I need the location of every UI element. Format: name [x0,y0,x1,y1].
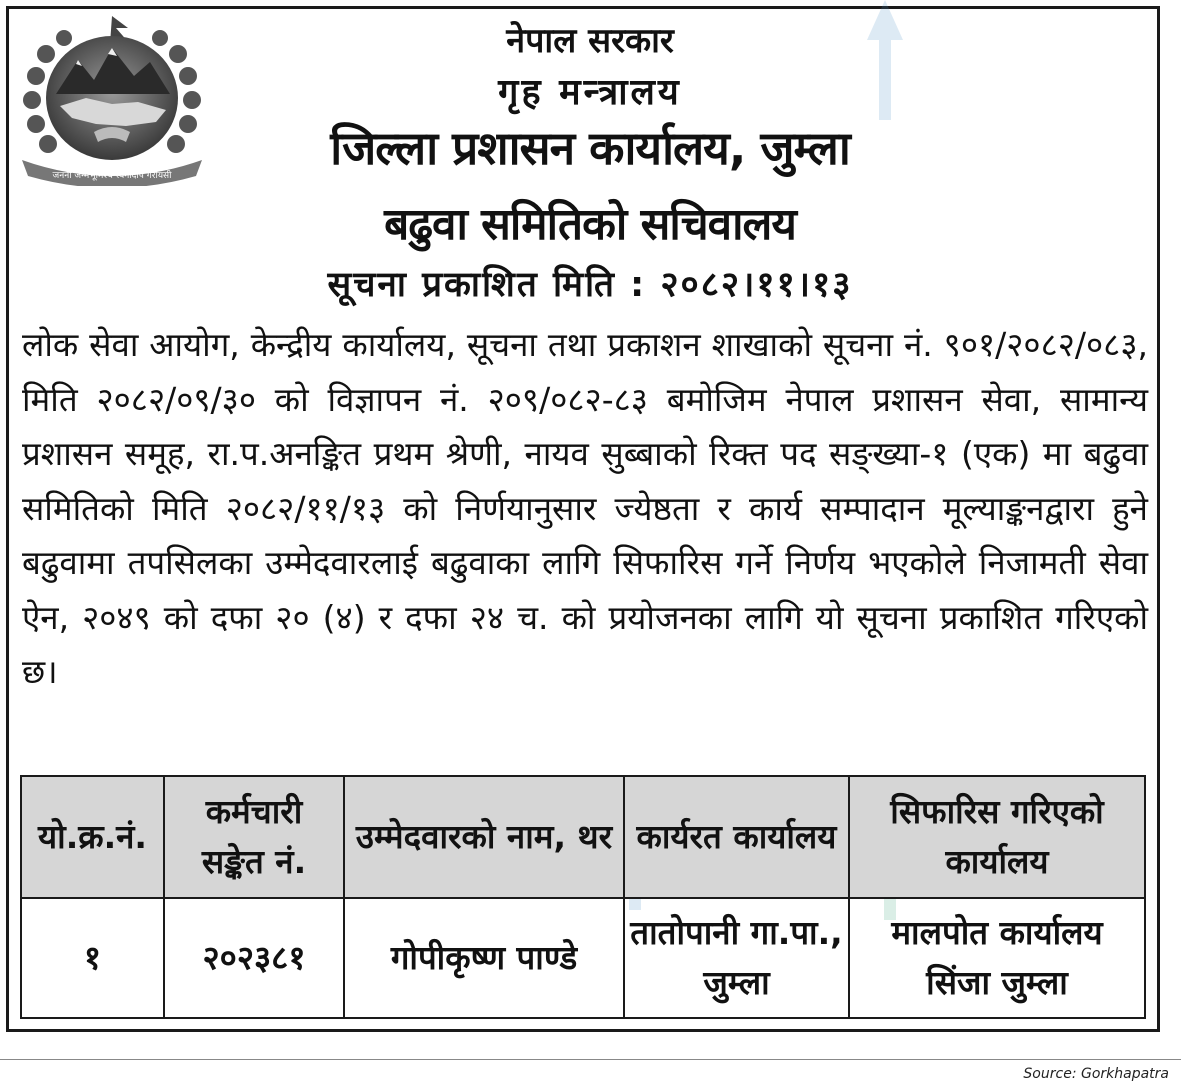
publish-date: सूचना प्रकाशित मिति : २०८२।११।१३ [327,265,853,305]
office-title: जिल्ला प्रशासन कार्यालय, जुम्ला [330,121,850,175]
col-candidate-name: उम्मेदवारको नाम, थर [344,776,624,898]
table-header-row [21,776,1145,898]
cell-employee-code: २०२३८१ [164,898,344,1018]
footer-divider [0,1059,1181,1060]
cell-candidate-name: गोपीकृष्ण पाण्डे [344,898,624,1018]
col-recommended-office: सिफारिस गरिएको कार्यालय [849,776,1145,898]
secretariat-title: बढुवा समितिको सचिवालय [384,199,796,250]
cell-serial-number: १ [21,898,164,1018]
col-current-office: कार्यरत कार्यालय [624,776,849,898]
cell-recommended-office: मालपोत कार्यालय सिंजा जुम्ला [849,898,1145,1018]
col-employee-code: कर्मचारी सङ्केत नं. [164,776,344,898]
government-title: नेपाल सरकार [506,21,674,61]
col-serial-number: यो.क्र.नं. [21,776,164,898]
cell-current-office: तातोपानी गा.पा., जुम्ला [624,898,849,1018]
nepal-government-emblem-icon [16,14,208,186]
ministry-title: गृह मन्त्रालय [498,72,682,113]
recommendation-table [20,775,1146,1019]
notice-body: लोक सेवा आयोग, केन्द्रीय कार्यालय, सूचना तथा प्रकाशन शाखाको सूचना नं. ९०१/२०८२/०८३, मिति २०८२/०९/३० को विज्ञापन नं. २०९/०८२-८३ बमोजिम नेपाल प्रशासन सेवा, सामान्य प्रशासन समूह, रा.प.अनङ्कित प्रथम श्रेणी, नायव सुब्बाको रिक्त पद सङ्ख्या-१ (एक) मा बढुवा समितिको मिति २०८२/११/१३ को निर्णयानुसार ज्येष्ठता र कार्य सम्पादान मूल्याङ्कनद्वारा हुने बढुवामा तपसिलका उम्मेदवारलाई बढुवाका लागि सिफारिस गर्ने निर्णय भएकोले निजामती सेवा ऐन, २०४९ को दफा २० (४) र दफा २४ च. को प्रयोजनका लागि यो सूचना प्रकाशित गरिएको छ। [22,325,1148,691]
table-row [21,898,1145,1018]
source-credit: Source: Gorkhapatra [1023,1066,1169,1082]
emblem-motto: जननी जन्मभूमिश्च स्वर्गादपि गरीयसी [52,171,172,181]
